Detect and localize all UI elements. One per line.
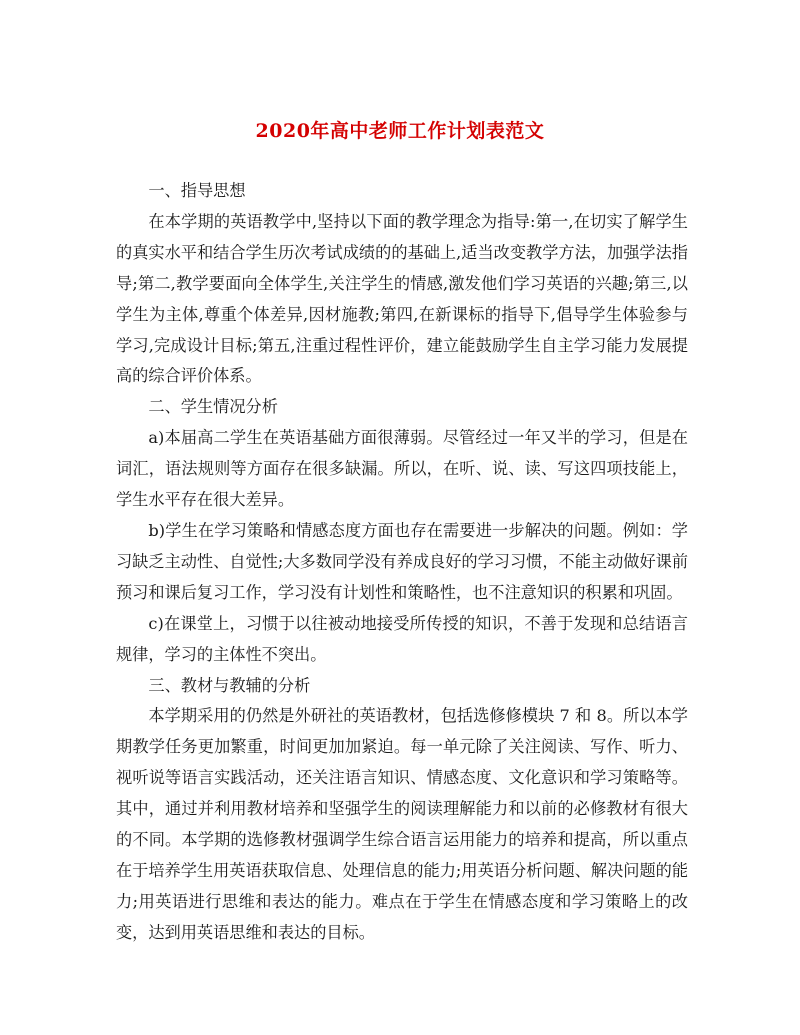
- section-heading: 二、学生情况分析: [148, 397, 278, 417]
- paragraph: 本学期采用的仍然是外研社的英语教材，包括选修修模块 7 和 8。所以本学期教学任务更加繁重，时间更加加紧迫。每一单元除了关注阅读、写作、听力、视听说等语言实践活动，还关注语言知识、情感态度、文化意识和学习策略等。其中，通过并利用教材培养和坚强学生的阅读理解能力和以前的必修教材有很大的不同。本学期的选修教材强调学生综合语言运用能力的培养和提高，所以重点在于培养学生用英语获取信息、处理信息的能力;用英语分析问题、解决问题的能力;用英语进行思维和表达的能力。难点在于学生在情感态度和学习策略上的改变，达到用英语思维和表达的目标。: [116, 706, 689, 942]
- section-heading: 一、指导思想: [148, 181, 246, 200]
- paragraph: 在本学期的英语教学中,坚持以下面的教学理念为指导:第一,在切实了解学生的真实水平和结合学生历次考试成绩的的基础上,适当改变教学方法，加强学法指导;第二,教学要面向全体学生,关注学生的情感,激发他们学习英语的兴趣;第三,以学生为主体,尊重个体差异,因材施教;第四,在新课标的指导下,倡导学生体验参与学习,完成设计目标;第五,注重过程性评价，建立能鼓励学生自主学习能力发展提高的综合评价体系。: [116, 211, 688, 386]
- document-body: [116, 176, 688, 949]
- paragraph: b)学生在学习策略和情感态度方面也存在需要进一步解决的问题。例如：学习缺乏主动性、自觉性;大多数同学没有养成良好的学习习惯，不能主动做好课前预习和课后复习工作，学习没有计划性和策略性，也不注意知识的积累和巩固。: [116, 520, 689, 602]
- section-heading: 三、教材与教辅的分析: [148, 675, 311, 695]
- paragraph: c)在课堂上，习惯于以往被动地接受所传授的知识，不善于发现和总结语言规律，学习的主体性不突出。: [116, 613, 688, 664]
- paragraph: a)本届高二学生在英语基础方面很薄弱。尽管经过一年又半的学习，但是在词汇，语法规则等方面存在很多缺漏。所以，在听、说、读、写这四项技能上，学生水平存在很大差异。: [116, 428, 688, 510]
- document-title: 2020年高中老师工作计划表范文: [255, 120, 545, 142]
